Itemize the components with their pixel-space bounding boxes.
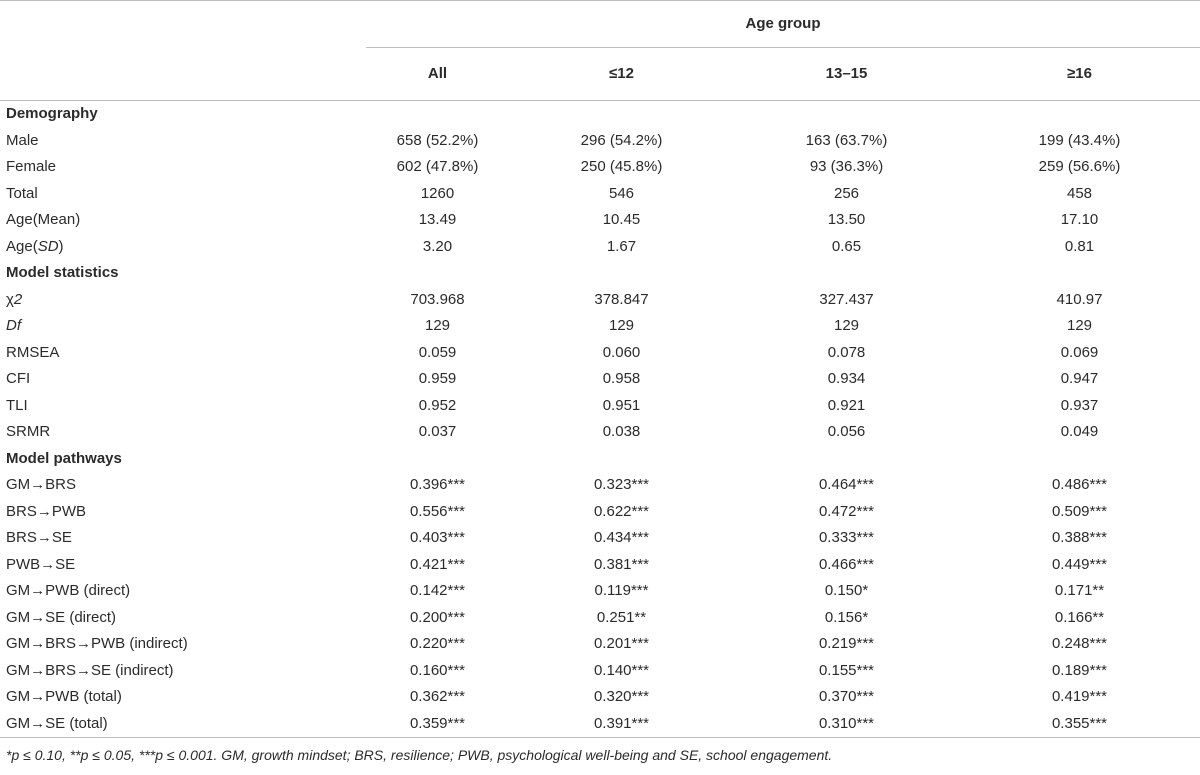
table-cell: 0.038 (602, 423, 641, 440)
table-cell: 0.333*** (818, 529, 875, 546)
table-row (0, 287, 1200, 314)
table-cell: 0.959 (418, 370, 457, 387)
table-row (0, 658, 1200, 685)
row-label: GM→BRS→SE (indirect) (6, 661, 174, 679)
table-row (0, 631, 1200, 658)
section-row (0, 101, 1200, 128)
section-row (0, 260, 1200, 287)
table-cell: 0.464*** (818, 476, 875, 493)
table-cell: 0.078 (827, 343, 866, 361)
table-cell: 0.952 (418, 396, 457, 414)
table-cell: 0.166** (1054, 608, 1105, 626)
table-cell: 0.310*** (734, 711, 959, 738)
table-cell: 17.10 (1060, 211, 1099, 228)
section-title: Demography (6, 105, 98, 122)
table-cell: 129 (424, 317, 451, 334)
table-cell: 93 (36.3%) (809, 158, 884, 175)
table-row (0, 393, 1200, 420)
table-cell: 0.434*** (593, 529, 650, 546)
table-cell: 129 (833, 317, 860, 334)
table-cell: 163 (63.7%) (805, 131, 888, 149)
table-cell: 0.370*** (818, 688, 875, 705)
table-cell: 0.056 (827, 423, 866, 440)
table-cell: 0.171** (1054, 582, 1105, 599)
table-row (0, 234, 1200, 261)
table-row (0, 525, 1200, 552)
table-cell: 0.921 (827, 396, 866, 414)
table-cell: 129 (1066, 317, 1093, 334)
section-title: Model statistics (6, 264, 119, 281)
table-row (0, 154, 1200, 181)
table-cell: 0.947 (1060, 370, 1099, 387)
table-cell: 0.421*** (409, 555, 466, 573)
row-label: GM→PWB (direct) (6, 582, 131, 599)
row-label: BRS→PWB (6, 502, 87, 520)
table-cell: 0.160*** (409, 661, 466, 679)
table-cell: 0.200*** (409, 608, 466, 626)
table-cell: 703.968 (410, 290, 465, 308)
table-cell: 0.201*** (593, 635, 650, 652)
table-row (0, 128, 1200, 155)
table-row (0, 552, 1200, 579)
table-cell: 0.059 (418, 343, 457, 361)
table-cell: 0.323*** (593, 476, 650, 493)
table-row (0, 578, 1200, 605)
table-row (0, 181, 1200, 208)
table-row (0, 684, 1200, 711)
table-cell: 0.403*** (409, 529, 466, 546)
column-header-le12: ≤12 (509, 48, 734, 101)
row-label: SRMR (6, 423, 51, 440)
table-cell: 0.388*** (1051, 529, 1108, 546)
row-label: RMSEA (6, 343, 60, 361)
table-cell: 0.937 (1060, 396, 1099, 414)
column-header-13-15: 13–15 (734, 48, 959, 101)
row-label: GM→SE (total) (0, 711, 366, 738)
table-cell: 0.391*** (509, 711, 734, 738)
column-header-row (0, 48, 1200, 101)
table-row (0, 207, 1200, 234)
table-cell: 0.142*** (409, 582, 466, 599)
table-cell: 0.449*** (1051, 555, 1108, 573)
group-header-row (0, 1, 1200, 48)
row-label: GM→SE (direct) (6, 608, 117, 626)
table-cell: 0.220*** (409, 635, 466, 652)
table-cell: 0.060 (602, 343, 641, 361)
table-cell: 0.396*** (409, 476, 466, 493)
table-cell: 10.45 (602, 211, 641, 228)
column-header-ge16: ≥16 (959, 48, 1200, 101)
table-cell: 0.156* (824, 608, 869, 626)
table-cell: 0.951 (602, 396, 641, 414)
corner-cell-2 (0, 48, 366, 101)
row-label: PWB→SE (6, 555, 76, 573)
row-label: TLI (6, 396, 28, 414)
table-cell: 0.140*** (593, 661, 650, 679)
row-label: GM→BRS (6, 476, 77, 493)
table-cell: 546 (608, 184, 635, 202)
table-row (0, 419, 1200, 446)
table-cell: 1260 (420, 184, 455, 202)
row-label: χ2 (6, 290, 23, 308)
table-cell: 259 (56.6%) (1038, 158, 1121, 175)
table-cell: 0.472*** (818, 502, 875, 520)
table-row (0, 366, 1200, 393)
row-label: Age(SD) (6, 237, 64, 255)
table-cell: 0.119*** (594, 582, 649, 599)
table-footnote: *p ≤ 0.10, **p ≤ 0.05, ***p ≤ 0.001. GM, growth mindset; BRS, resilience; PWB, psychological well-being and SE, school engagement. (6, 747, 833, 763)
row-label: Total (6, 184, 38, 202)
table-cell: 0.362*** (409, 688, 466, 705)
table-cell: 199 (43.4%) (1038, 131, 1121, 149)
table-cell: 0.486*** (1051, 476, 1108, 493)
table-cell: 0.355*** (959, 711, 1200, 738)
table-cell: 1.67 (606, 237, 637, 255)
table-cell: 0.049 (1060, 423, 1099, 440)
table-cell: 256 (833, 184, 860, 202)
table-cell: 378.847 (594, 290, 649, 308)
group-header-age: Age group (366, 1, 1200, 48)
table-cell: 0.556*** (409, 502, 466, 520)
table-row (0, 313, 1200, 340)
table-cell: 0.934 (827, 370, 866, 387)
table-cell: 658 (52.2%) (396, 131, 479, 149)
table-row (0, 605, 1200, 632)
row-label: Female (6, 158, 57, 175)
table-cell: 0.251** (596, 608, 647, 626)
table-cell: 296 (54.2%) (580, 131, 663, 149)
table-row (0, 340, 1200, 367)
row-label: GM→BRS→PWB (indirect) (6, 635, 188, 652)
table-cell: 602 (47.8%) (396, 158, 479, 175)
row-label: Df (6, 317, 21, 334)
table-row (0, 472, 1200, 499)
table-cell: 0.419*** (1051, 688, 1108, 705)
table-cell: 0.466*** (818, 555, 875, 573)
table-row (0, 711, 1200, 738)
table-cell: 0.359*** (366, 711, 509, 738)
table-cell: 0.150* (824, 582, 869, 599)
row-label: CFI (6, 370, 31, 387)
table-cell: 0.622*** (593, 502, 650, 520)
table-cell: 327.437 (819, 290, 874, 308)
table-cell: 0.81 (1064, 237, 1095, 255)
row-label: GM→PWB (total) (6, 688, 122, 705)
table-cell: 3.20 (422, 237, 453, 255)
table-cell: 0.958 (602, 370, 641, 387)
row-label: Age(Mean) (6, 211, 81, 228)
table-cell: 0.65 (831, 237, 862, 255)
table-cell: 0.037 (418, 423, 457, 440)
table-cell: 0.219*** (818, 635, 875, 652)
table-cell: 13.49 (418, 211, 457, 228)
table-cell: 410.97 (1056, 290, 1103, 308)
table-cell: 0.189*** (1051, 661, 1108, 679)
table-cell: 250 (45.8%) (580, 158, 663, 175)
table-cell: 0.320*** (593, 688, 650, 705)
corner-cell (0, 1, 366, 48)
row-label: Male (6, 131, 39, 149)
section-row (0, 446, 1200, 473)
table-cell: 0.155*** (818, 661, 875, 679)
section-title: Model pathways (6, 449, 122, 467)
table-cell: 13.50 (827, 211, 866, 228)
table-cell: 0.381*** (593, 555, 650, 573)
column-header-all: All (366, 48, 509, 101)
table-cell: 0.509*** (1051, 502, 1108, 520)
table-row (0, 499, 1200, 526)
table-cell: 0.069 (1060, 343, 1099, 361)
row-label: BRS→SE (6, 529, 72, 546)
table-cell: 129 (608, 317, 635, 334)
table-cell: 0.248*** (1051, 635, 1108, 652)
table-cell: 458 (1066, 184, 1093, 202)
